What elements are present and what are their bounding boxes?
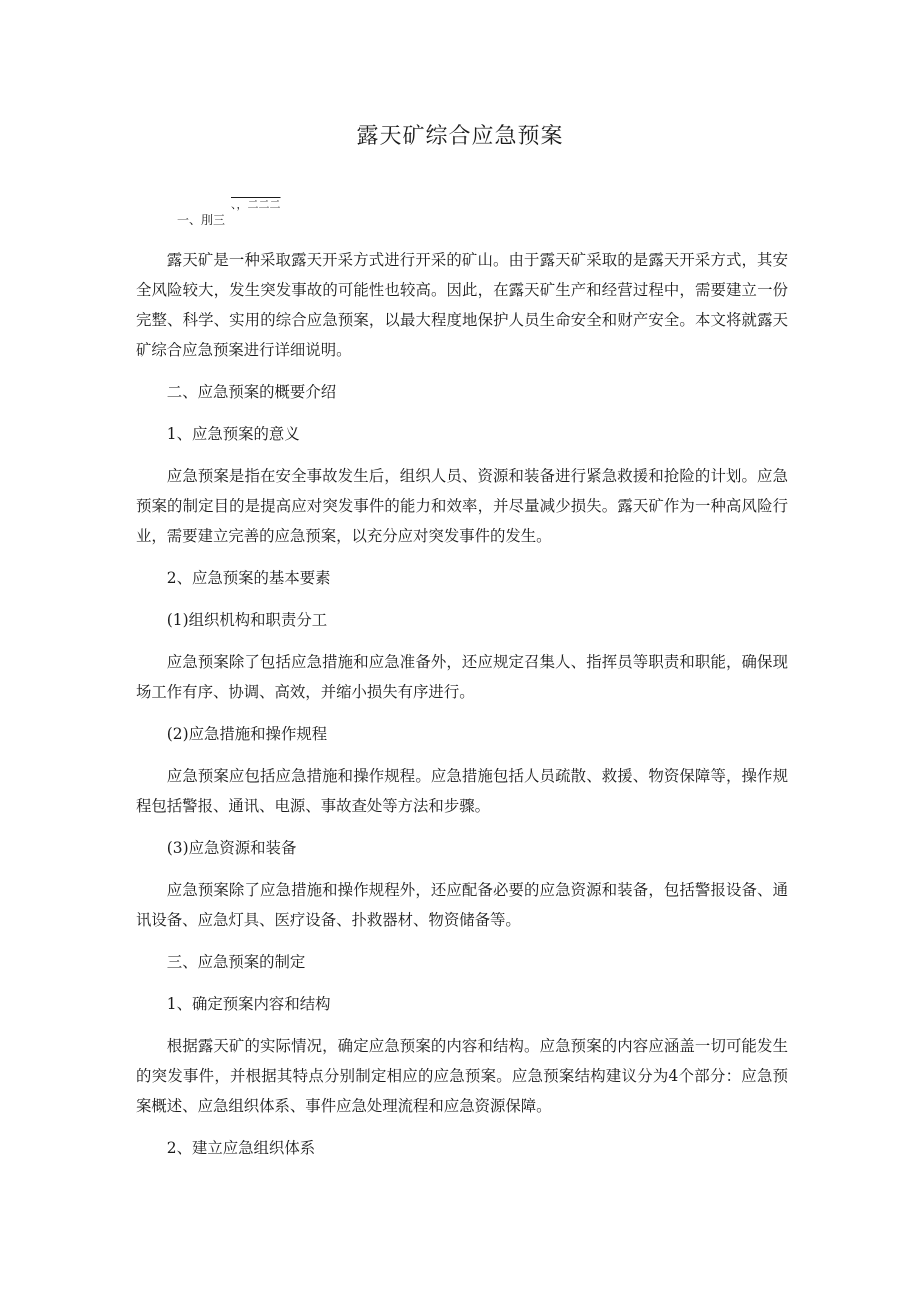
- paragraph-intro: 露天矿是一种采取露天开采方式进行开采的矿山。由于露天矿采取的是露天开采方式，其安全风险较大，发生突发事故的可能性也较高。因此，在露天矿生产和经营过程中，需要建立一份完整、科学、实用的综合应急预案，以最大程度地保护人员生命安全和财产安全。本文将就露天矿综合应急预案进行详细说明。: [136, 251, 788, 359]
- paragraph-significance: 应急预案是指在安全事故发生后，组织人员、资源和装备进行紧急救援和抢险的计划。应急预案的制定目的是提高应对突发事件的能力和效率，并尽量减少损失。露天矿作为一种高风险行业，需要建立完善的应急预案，以充分应对突发事件的发生。: [136, 467, 788, 545]
- heading-2-2-3: (3)应急资源和装备: [166, 839, 297, 857]
- document-body: [136, 245, 788, 1175]
- paragraph-measures: 应急预案应包括应急措施和操作规程。应急措施包括人员疏散、救援、物资保障等，操作规程包括警报、通讯、电源、事故查处等方法和步骤。: [136, 767, 788, 815]
- paragraph-content-structure: 根据露天矿的实际情况，确定应急预案的内容和结构。应急预案的内容应涵盖一切可能发生的突发事件，并根据其特点分别制定相应的应急预案。应急预案结构建议分为4个部分：应急预案概述、应急组织体系、事件应急处理流程和应急资源保障。: [136, 1037, 788, 1115]
- paragraph-organization: 应急预案除了包括应急措施和应急准备外，还应规定召集人、指挥员等职责和职能，确保现场工作有序、协调、高效，并缩小损失有序进行。: [136, 653, 788, 701]
- garbled-heading-top: 、，二二二: [231, 198, 281, 211]
- heading-2-2: 2、应急预案的基本要素: [166, 569, 331, 587]
- heading-section-2: 二、应急预案的概要介绍: [166, 383, 337, 401]
- heading-2-1: 1、应急预案的意义: [166, 425, 300, 443]
- section-heading-garbled: [177, 196, 337, 236]
- garbled-heading-bottom: 一、刖三: [177, 213, 226, 227]
- heading-2-2-2: (2)应急措施和操作规程: [166, 725, 328, 743]
- heading-3-2: 2、建立应急组织体系: [166, 1139, 316, 1157]
- heading-3-1: 1、确定预案内容和结构: [166, 995, 331, 1013]
- heading-section-3: 三、应急预案的制定: [166, 953, 306, 971]
- document-title: 露天矿综合应急预案: [356, 124, 564, 149]
- paragraph-resources: 应急预案除了应急措施和操作规程外，还应配备必要的应急资源和装备，包括警报设备、通讯设备、应急灯具、医疗设备、扑救器材、物资储备等。: [136, 881, 788, 929]
- heading-2-2-1: (1)组织机构和职责分工: [166, 611, 328, 629]
